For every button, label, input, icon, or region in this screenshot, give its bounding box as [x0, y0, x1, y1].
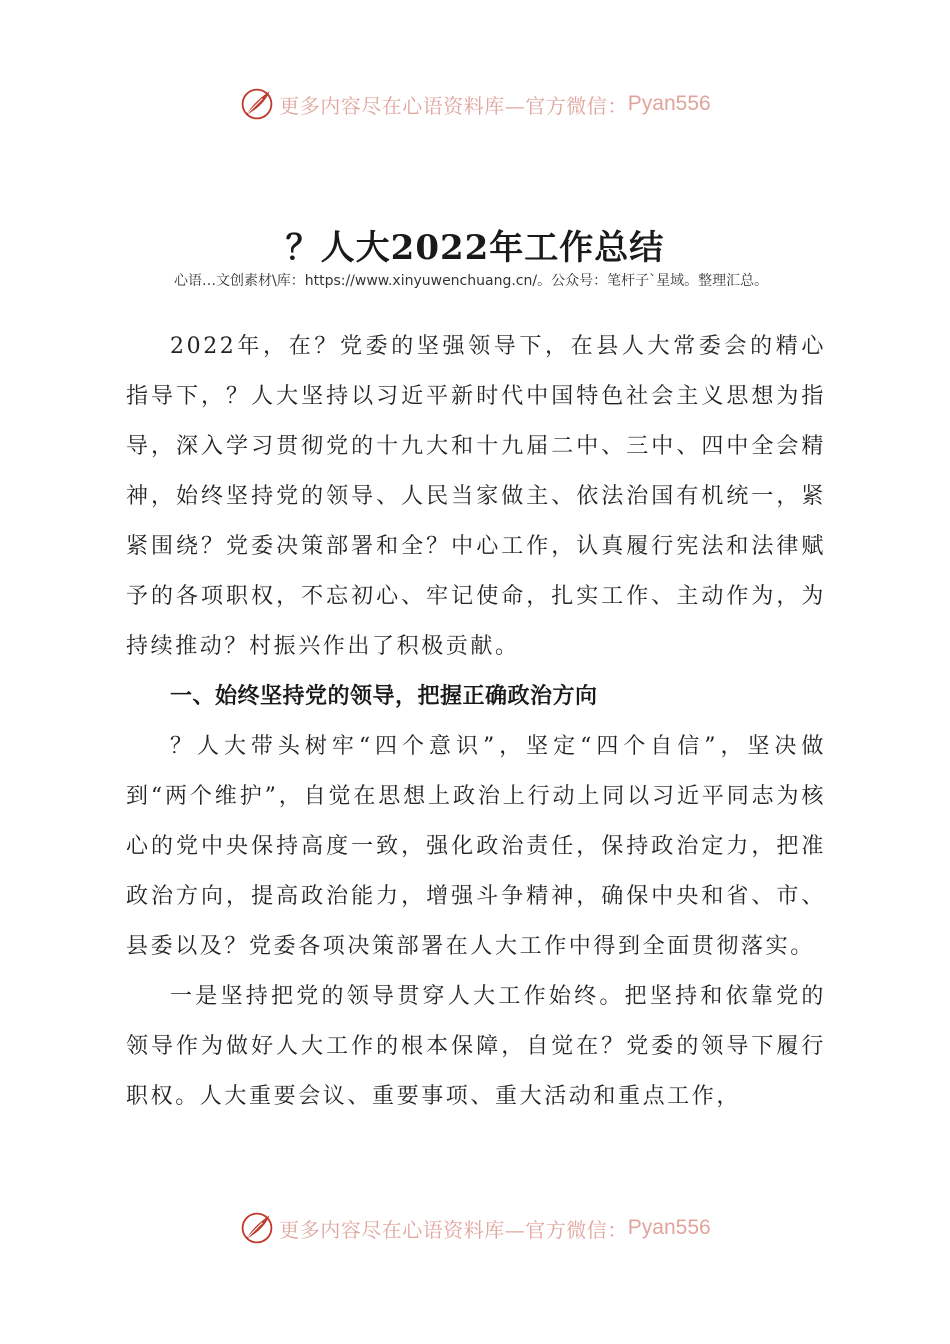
document-title: ？人大2022年工作总结 [285, 228, 665, 268]
source-note: 心语…文创素材\库：https://www.xinyuwenchuang.cn/。公众号：笔杆子`星域。整理汇总。 [174, 273, 769, 289]
watermark-text: 更多内容尽在心语资料库—官方微信： [279, 1217, 628, 1242]
document-body [126, 322, 826, 1122]
body-paragraph: ？人大带头树牢“四个意识”，坚定“四个自信”，坚决做到“两个维护”，自觉在思想上政治上行动上同以习近平同志为核心的党中央保持高度一致，强化政治责任，保持政治定力，把准政治方向，提高政治能力，增强斗争精神，确保中央和省、市、县委以及？党委各项决策部署在人大工作中得到全面贯彻落实。 [126, 734, 826, 959]
body-paragraph: 一是坚持把党的领导贯穿人大工作始终。把坚持和依靠党的领导作为做好人大工作的根本保障，自觉在？党委的领导下履行职权。人大重要会议、重要事项、重大活动和重点工作， [126, 984, 826, 1109]
watermark-wechat-id: Pyan556 [627, 92, 711, 115]
watermark-wechat-id: Pyan556 [627, 1216, 711, 1239]
quill-pen-logo-icon [239, 1210, 275, 1246]
watermark-banner-top [0, 84, 950, 124]
quill-pen-logo-icon [239, 86, 275, 122]
watermark-banner-bottom [0, 1208, 950, 1248]
watermark-text: 更多内容尽在心语资料库—官方微信： [279, 93, 628, 118]
section-heading: 一、始终坚持党的领导，把握正确政治方向 [170, 684, 598, 709]
intro-paragraph: 2022年，在？党委的坚强领导下，在县人大常委会的精心指导下，？人大坚持以习近平新时代中国特色社会主义思想为指导，深入学习贯彻党的十九大和十九届二中、三中、四中全会精神，始终坚持党的领导、人民当家做主、依法治国有机统一，紧紧围绕？党委决策部署和全？中心工作，认真履行宪法和法律赋予的各项职权，不忘初心、牢记使命，扎实工作、主动作为，为持续推动？村振兴作出了积极贡献。 [126, 334, 826, 659]
